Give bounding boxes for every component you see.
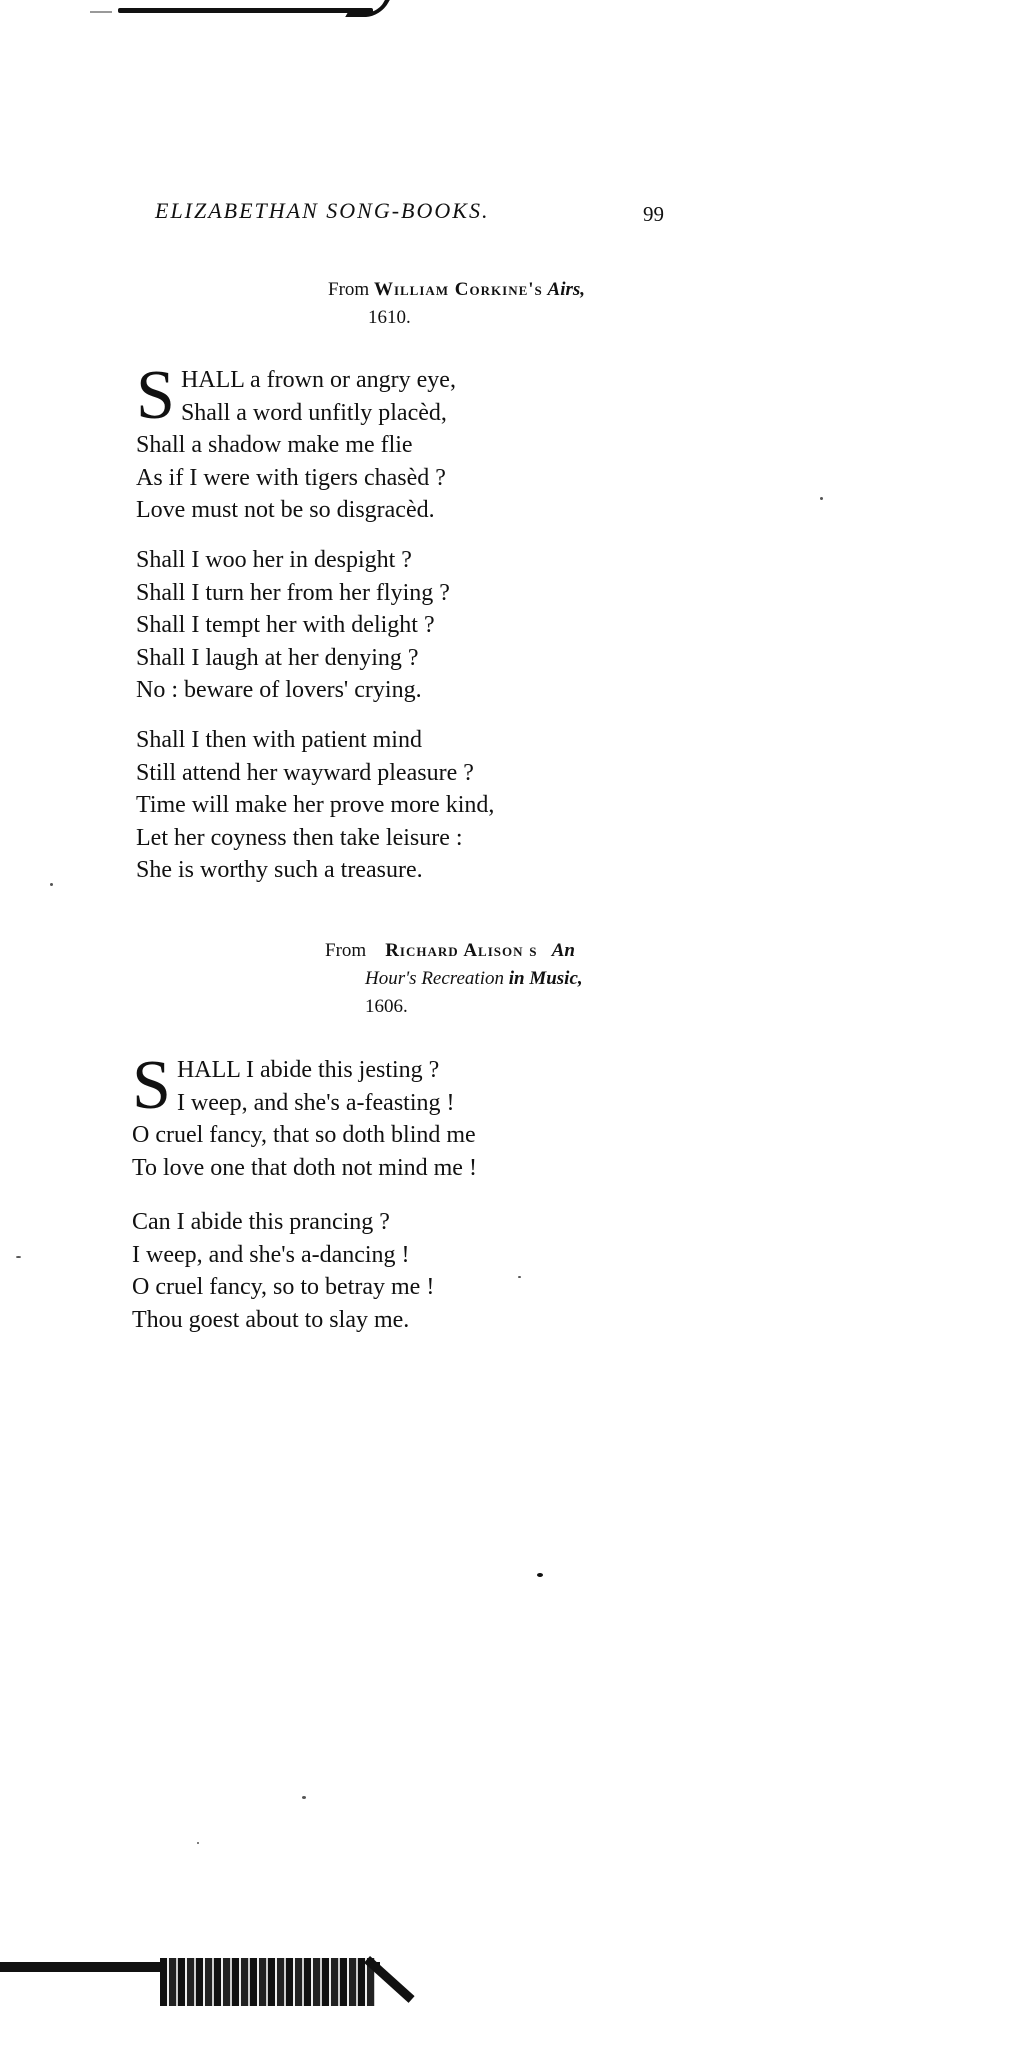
scan-speck: [302, 1796, 306, 1799]
poem1-line: Love must not be so disgracèd.: [136, 497, 435, 523]
scan-speck: [820, 497, 823, 500]
poem1-line: Shall I then with patient mind: [136, 727, 422, 753]
poem1-line: Shall a shadow make me flie: [136, 432, 413, 458]
poem1-line: Time will make her prove more kind,: [136, 792, 495, 818]
scan-edge-top: [118, 8, 373, 13]
poem2-source-year: 1606.: [365, 996, 408, 1017]
poem1-line: As if I were with tigers chasèd ?: [136, 464, 446, 491]
scan-speck: [537, 1573, 543, 1577]
poem1-source: [328, 276, 688, 332]
scan-edge-mark: [90, 11, 112, 13]
poem1-source-author: William Corkine's: [373, 279, 543, 300]
page-number: 99: [643, 202, 664, 226]
poem1-line: No : beware of lovers' crying.: [136, 677, 422, 703]
poem1-line: Let her coyness then take leisure :: [136, 824, 463, 851]
poem2-source-work-end: in Music,: [508, 968, 583, 989]
poem2-line: HALL I abide this jesting ?: [176, 1057, 440, 1083]
poem2-source-work-start: An: [551, 940, 575, 961]
poem2-line: I weep, and she's a-dancing !: [132, 1241, 410, 1268]
poem1-line: Still attend her wayward pleasure ?: [136, 759, 474, 786]
poem1-stanza1: [136, 357, 736, 527]
scan-speck: [50, 883, 53, 886]
poem2-source-from: From: [325, 940, 367, 961]
scan-edge-hook: [345, 0, 390, 17]
poem2-source-author: Richard Alison s: [385, 940, 538, 961]
poem2-line: To love one that doth not mind me !: [132, 1154, 477, 1181]
poem1-line: Shall I woo her in despight ?: [136, 547, 412, 573]
scan-speck: [16, 1256, 21, 1258]
scan-speck: [518, 1276, 521, 1278]
poem1-line: Shall I tempt her with delight ?: [136, 612, 435, 638]
poem2-stanza2: [132, 1206, 732, 1336]
poem2-drop-cap: S: [132, 1047, 171, 1124]
poem1-line: HALL a frown or angry eye,: [180, 367, 456, 393]
poem1-line: She is worthy such a treasure.: [136, 857, 423, 883]
poem2-source: [325, 937, 685, 1021]
poem1-stanza2: [136, 544, 736, 707]
poem2-line: O cruel fancy, so to betray me !: [132, 1274, 435, 1300]
poem2-line: I weep, and she's a-feasting !: [176, 1089, 455, 1116]
poem2-stanza1: [132, 1047, 732, 1184]
poem1-drop-cap: S: [136, 357, 175, 434]
poem1-line: Shall a word unfitly placèd,: [180, 399, 447, 426]
poem1-line: Shall I laugh at her denying ?: [136, 644, 419, 671]
poem1-source-work: Airs,: [547, 279, 586, 300]
poem2-source-work-title: Hour's Recreation: [365, 968, 504, 989]
scan-speck: [197, 1842, 199, 1844]
poem1-source-from: From: [328, 279, 370, 300]
poem1-stanza3: [136, 724, 736, 887]
poem2-line: Thou goest about to slay me.: [132, 1306, 410, 1333]
poem1-source-year: 1610.: [368, 307, 411, 328]
running-title: ELIZABETHAN SONG-BOOKS.: [155, 198, 490, 223]
poem2-line: Can I abide this prancing ?: [132, 1209, 390, 1235]
poem2-line: O cruel fancy, that so doth blind me: [132, 1122, 476, 1148]
poem1-line: Shall I turn her from her flying ?: [136, 579, 450, 606]
